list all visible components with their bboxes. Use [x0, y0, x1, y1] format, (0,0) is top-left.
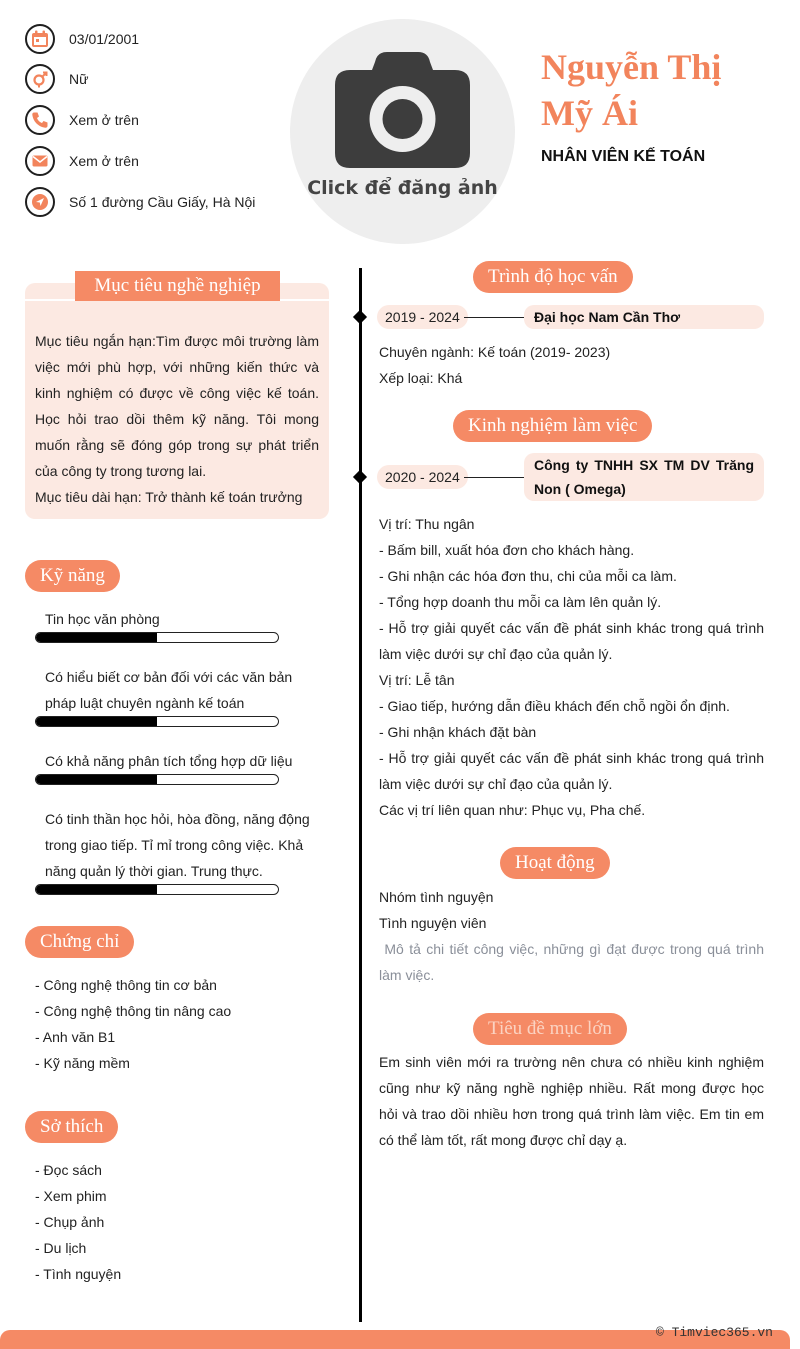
experience-line: - Ghi nhận các hóa đơn thu, chi của mỗi ca làm. [379, 568, 677, 584]
skill-bar-fill [36, 775, 157, 784]
gender-icon [25, 64, 55, 94]
experience-line: - Bấm bill, xuất hóa đơn cho khách hàng. [379, 542, 635, 558]
education-school: Đại học Nam Cần Thơ [524, 305, 764, 329]
activities-heading: Hoạt động [500, 847, 610, 879]
birthday-text: 03/01/2001 [69, 31, 140, 47]
goal-text [35, 328, 319, 510]
skill-name: Tin học văn phòng [45, 611, 160, 627]
experience-line: Vị trí: Thu ngân [379, 516, 475, 532]
camera-icon [335, 52, 470, 168]
timeline-marker [353, 310, 367, 324]
hobbies-heading: Sở thích [25, 1111, 118, 1143]
job-title: NHÂN VIÊN KẾ TOÁN [541, 148, 706, 165]
photo-upload[interactable] [290, 19, 515, 244]
activities-details [379, 884, 768, 988]
phone-text: Xem ở trên [69, 112, 139, 128]
certificate-item: - Công nghệ thông tin cơ bản [35, 977, 217, 993]
email-icon [25, 146, 55, 176]
name-line-2: Mỹ Ái [541, 93, 638, 133]
experience-line: - Ghi nhận khách đặt bàn [379, 724, 537, 740]
skill-bar [35, 632, 279, 643]
hobby-item: - Du lịch [35, 1240, 87, 1256]
address-text: Số 1 đường Cầu Giấy, Hà Nội [69, 194, 256, 210]
certificates-heading: Chứng chỉ [25, 926, 134, 958]
experience-company: Công ty TNHH SX TM DV Trăng Non ( Omega) [524, 453, 764, 501]
experience-line: - Tổng hợp doanh thu mỗi ca làm lên quản lý. [379, 594, 662, 610]
contact-phone [25, 103, 139, 137]
activity-group: Nhóm tình nguyện [379, 889, 494, 905]
gender-text: Nữ [69, 71, 89, 87]
education-period: 2019 - 2024 [377, 305, 468, 329]
calendar-icon [25, 24, 55, 54]
experience-heading: Kinh nghiệm làm việc [453, 410, 652, 442]
certificate-item: - Anh văn B1 [35, 1029, 116, 1045]
skill-name: Có khả năng phân tích tổng hợp dữ liệu [45, 753, 293, 769]
contact-gender [25, 62, 88, 96]
experience-line: Vị trí: Lễ tân [379, 672, 455, 688]
experience-line: - Hỗ trợ giải quyết các vấn đề phát sinh khác trong quá trình làm việc dưới sự chỉ đạo của quản lý. [379, 620, 764, 662]
skill-bar-fill [36, 885, 157, 894]
goal-long-term: Mục tiêu dài hạn: Trở thành kế toán trưởng [35, 489, 303, 505]
education-details [379, 339, 764, 391]
skill-name: Có tinh thần học hỏi, hòa đồng, năng động trong giao tiếp. Tỉ mỉ trong công việc. Khả năng quản lý thời gian. Trung thực. [45, 811, 310, 879]
skill-bar-fill [36, 633, 157, 642]
certificate-item: - Công nghệ thông tin nâng cao [35, 1003, 232, 1019]
activity-description: Mô tả chi tiết công việc, những gì đạt được trong quá trình làm việc. [379, 941, 768, 983]
footer-copyright: © Timviec365.vn [655, 1325, 773, 1340]
phone-icon [25, 105, 55, 135]
skill-name: Có hiểu biết cơ bản đối với các văn bản pháp luật chuyên ngành kế toán [45, 669, 293, 711]
contact-email [25, 144, 139, 178]
certificate-item: - Kỹ năng mềm [35, 1055, 130, 1071]
connector-line [464, 317, 526, 318]
contact-birthday [25, 22, 139, 56]
certificates-list [35, 972, 231, 1076]
other-heading: Tiêu đề mục lớn [473, 1013, 627, 1045]
experience-details [379, 511, 764, 823]
hobby-item: - Chụp ảnh [35, 1214, 105, 1230]
hobby-item: - Xem phim [35, 1188, 107, 1204]
education-heading: Trình độ học vấn [473, 261, 633, 293]
photo-caption: Click để đăng ảnh [307, 177, 498, 199]
email-text: Xem ở trên [69, 153, 139, 169]
experience-period: 2020 - 2024 [377, 465, 468, 489]
goal-heading: Mục tiêu nghề nghiệp [75, 271, 280, 301]
other-text: Em sinh viên mới ra trường nên chưa có nhiều kinh nghiệm cũng như kỹ năng nghề nghiệp nhiều. Rất mong được học hỏi và trao dồi nhiều hơn trong quá trình làm việc. Em tin em có thể làm tốt, rất mong được chỉ dạy ạ. [379, 1054, 764, 1148]
education-major: Chuyên ngành: Kế toán (2019- 2023) [379, 344, 611, 360]
connector-line [464, 477, 526, 478]
experience-line: - Giao tiếp, hướng dẫn điều khách đến chỗ ngồi ổn định. [379, 698, 730, 714]
timeline-marker [353, 470, 367, 484]
contact-address [25, 185, 255, 219]
hobbies-list [35, 1157, 121, 1287]
location-icon [25, 187, 55, 217]
goal-short-term: Mục tiêu ngắn hạn:Tìm được môi trường làm việc mới phù hợp, với những kiến thức và kinh nghiệm có được về công việc kế toán. Học hỏi trao dồi thêm kỹ năng. Tôi mong muốn rằng sẽ đóng góp trong sự phát triển của công ty trong tương lai. [35, 333, 319, 479]
hobby-item: - Đọc sách [35, 1162, 102, 1178]
timeline-divider [359, 268, 362, 1322]
skills-heading: Kỹ năng [25, 560, 120, 592]
candidate-name [541, 44, 781, 136]
name-line-1: Nguyễn Thị [541, 47, 722, 87]
skill-bar-fill [36, 717, 157, 726]
experience-line: - Hỗ trợ giải quyết các vấn đề phát sinh khác trong quá trình làm việc dưới sự chỉ đạo của quản lý. [379, 750, 764, 792]
skill-bar [35, 716, 279, 727]
skill-bar [35, 884, 279, 895]
education-grade: Xếp loại: Khá [379, 370, 463, 386]
activity-role: Tình nguyện viên [379, 915, 487, 931]
experience-line: Các vị trí liên quan như: Phục vụ, Pha chế. [379, 802, 646, 818]
hobby-item: - Tình nguyện [35, 1266, 122, 1282]
skill-bar [35, 774, 279, 785]
